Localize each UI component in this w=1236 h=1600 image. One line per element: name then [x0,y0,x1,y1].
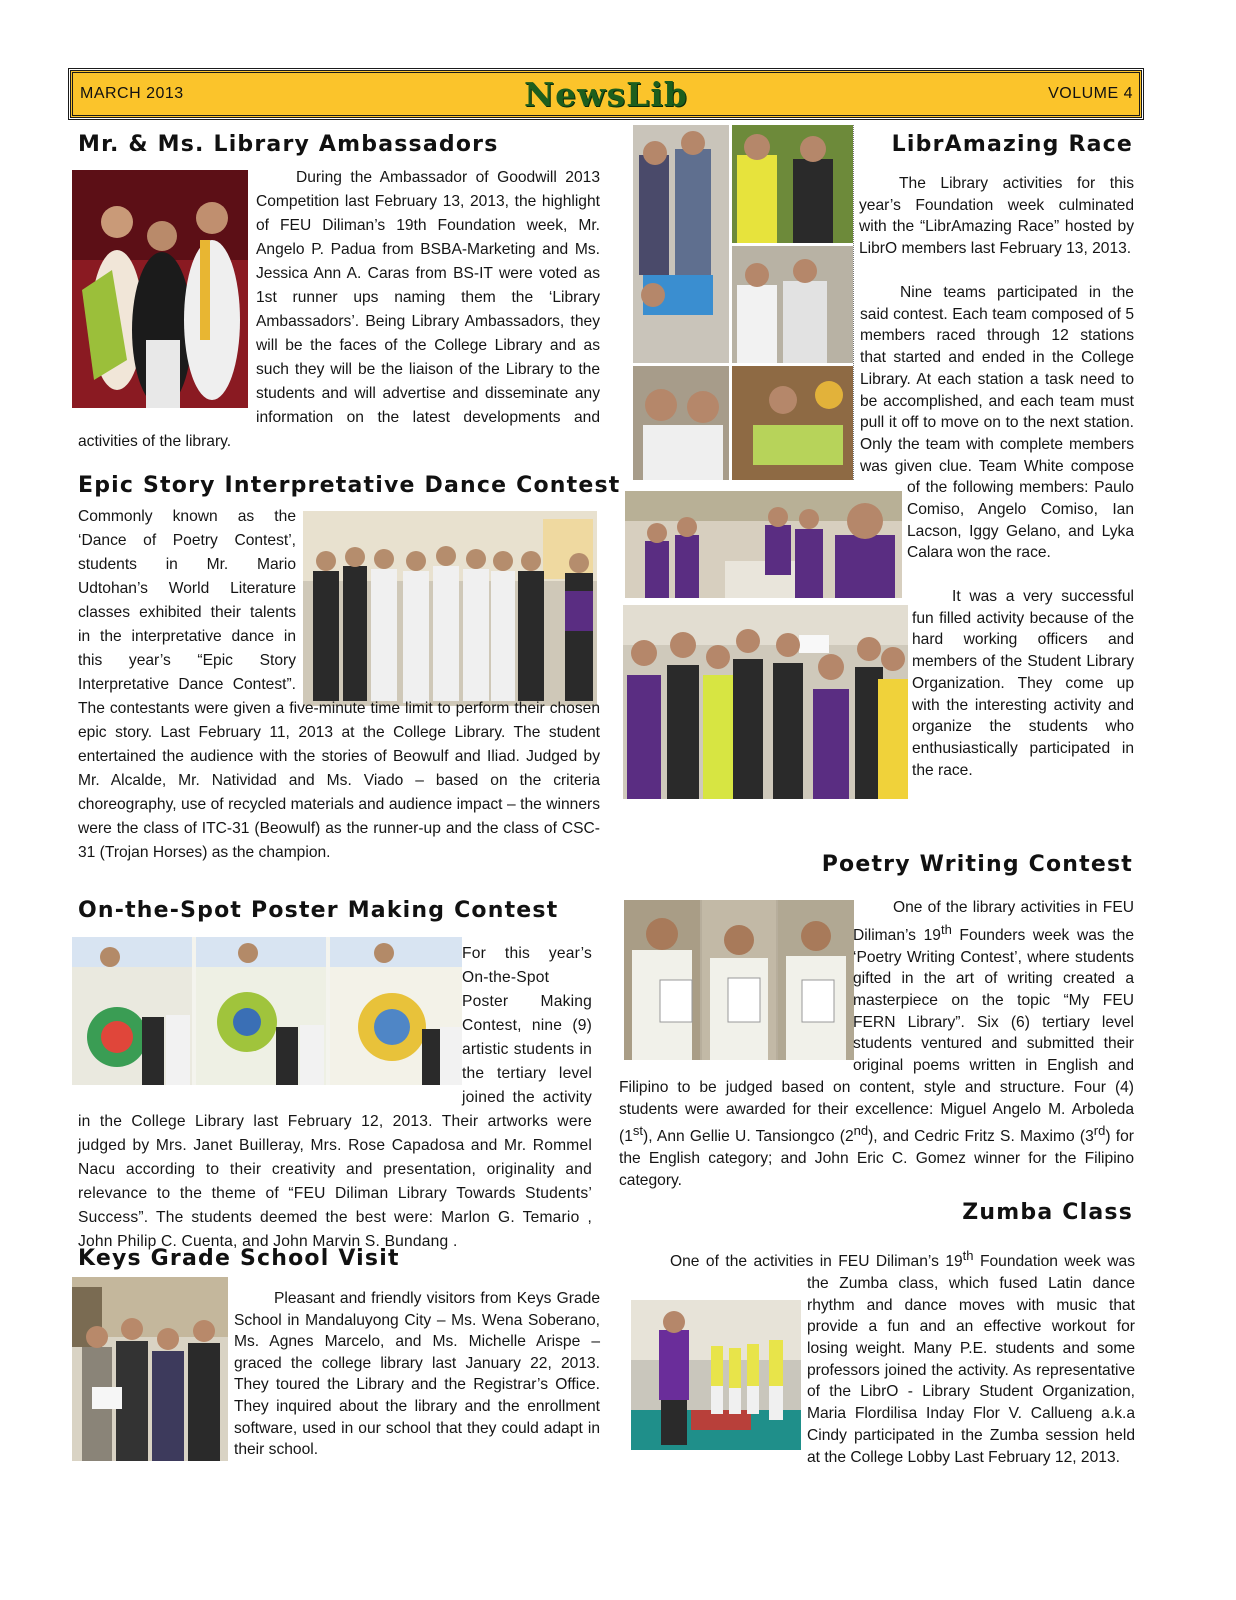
photo-divider [853,125,854,480]
text-run: ), and Cedric Fritz S. Maximo (3 [868,1128,1094,1146]
article-body-race-p3 [912,586,1134,781]
float-spacer [72,1288,222,1468]
paragraph: It was a very successful fun filled activity because of the hard working officers and members of the Student Library Organization. They come up with the interesting activity and organize the students who enthusiastically participated in the race. [912,588,1134,779]
paragraph: For this year’s On-the-Spot Poster Making Contest, nine (9) artistic students in the tertiary level joined the activity in the College Library last February 12, 2013. Their artworks were judged by Mrs. Janet Builleray, Mrs. Rose Capadosa and Mr. Rommel Nacu according to their creativity and presentation, originality and relevance to the theme of “FEU Diliman Library Towards Students’ Success”. The students deemed the best were: Marlon G. Temario , John Philip C. Cuenta, and John Marvin S. Bundang . [78,945,592,1250]
photo-race-group [623,605,908,799]
article-title-poetry: Poetry Writing Contest [821,852,1133,877]
superscript: st [632,1123,643,1139]
float-spacer-top [629,1245,630,1288]
article-body-zumba [629,1245,1135,1468]
text-run: ) for the English category; and John Eric C. Gomez winner for the Filipino category. [619,1128,1134,1189]
superscript: nd [853,1123,869,1139]
article-title-poster: On-the-Spot Poster Making Contest [78,898,559,923]
superscript: th [962,1248,974,1263]
article-body-race-p2 [859,282,1134,598]
text-run: One of the activities in FEU Diliman’s 19 [670,1253,963,1271]
text-run: Foundation week was the Zumba class, which fused Latin dance rhythm and dance moves with music that provide a fun and an effective workout for losing weight. Many P.E. students and some professors joined the activity. As representative of the LibrO - Library Student Organization, Maria Flordilisa Inday Flor V. Callueng a.k.a Cindy participated in the Zumba session held at the College Lobby Last February 12, 2013. [807,1253,1135,1466]
paragraph: During the Ambassador of Goodwill 2013 Competition last February 13, 2013, the highlight of FEU Diliman’s 19th Foundation week, Mr. Angelo P. Padua from BSBA-Marketing and Ms. Jessica Ann A. Caras from BS-IT were voted as 1st runner ups naming them the ‘Library Ambassadors’. Being Library Ambassadors, they will be the faces of the College Library and as such they will be the liaison of the Library to the students and will advertise and disseminate any information on the latest developments and activities of the library. [78,169,600,450]
issue-volume: VOLUME 4 [1048,85,1133,102]
article-title-race: LibrAmazing Race [891,132,1133,157]
article-body-epic [78,505,600,865]
float-spacer [72,942,456,1092]
superscript: th [940,921,952,937]
text-run: ), Ann Gellie U. Tansiongco (2 [643,1128,854,1146]
paragraph: Nine teams participated in the said contest. Each team composed of 5 members raced through 12 stations that started and ended in the College Library. At each station a task need to be accomplished, and each team must pull it off to move on to the next station. Only the team with complete members was given clue. Team White compose of the following members: Paulo Comiso, Angelo Comiso, Ian Lacson, Iggy Gelano, and Lyka Calara won the race. [860,284,1134,562]
float-spacer [629,1288,807,1468]
article-title-zumba: Zumba Class [962,1200,1133,1225]
paragraph: Pleasant and friendly visitors from Keys Grade School in Mandaluyong City – Ms. Wena Soberano, Ms. Agnes Marcelo, and Ms. Michelle Arispe – graced the college library last January 22, 2013. They toured the Library and the Registrar’s Office. They inquired about the library and the enrollment software, used in our school that they could adapt in their school. [234,1290,600,1459]
article-body-ambassadors [78,166,600,454]
float-spacer [859,478,907,598]
newsletter-logo: NewsLib [524,75,688,114]
article-title-keys: Keys Grade School Visit [78,1246,400,1271]
superscript: rd [1093,1123,1106,1139]
text-run: One of the library activities in FEU Diliman’s 19 [853,899,1134,944]
float-spacer [619,897,853,1069]
float-spacer [302,505,600,697]
float-spacer [72,166,248,410]
paragraph: Commonly known as the ‘Dance of Poetry Contest’, students in Mr. Mario Udtohan’s World Literature classes exhibited their talents in the interpretative dance in this year’s “Epic Story Interpretative Dance Contest”. The contestants were given a five-minute time limit to perform their chosen epic story. Last February 11, 2013 at the College Library. The student entertained the audience with the stories of Beowulf and Iliad. Judged by Mr. Alcalde, Mr. Natividad and Ms. Viado – based on the criteria choreography, use of recycled materials and audience impact – the winners were the class of ITC-31 (Beowulf) as the runner-up and the class of CSC-31 (Trojan Horses) as the champion. [78,508,600,861]
newsletter-banner [70,70,1142,118]
text-run: Founders week was the ‘Poetry Writing Contest’, where students gifted in the art of writing created a masterpiece on the topic “My FEU FERN Library”. Six (6) tertiary level students ventured and submitted their original poems written in English and Filipino to be judged based on content, style and structure. Four (4) students were awarded for their excellence: Miguel Angelo M. Arboleda (1 [619,926,1134,1146]
article-body-race-p1 [859,173,1134,260]
paragraph: The Library activities for this year’s Foundation week culminated with the “LibrAmazing Race” hosted by LibrO members last February 13, 2013. [859,175,1134,258]
article-title-epic: Epic Story Interpretative Dance Contest [78,473,621,498]
issue-date: MARCH 2013 [80,85,184,102]
article-body-keys [78,1288,600,1468]
article-body-poster [78,942,592,1254]
article-title-ambassadors: Mr. & Ms. Library Ambassadors [78,132,499,157]
article-body-poetry [619,897,1134,1192]
photo-race-collage [633,125,853,480]
